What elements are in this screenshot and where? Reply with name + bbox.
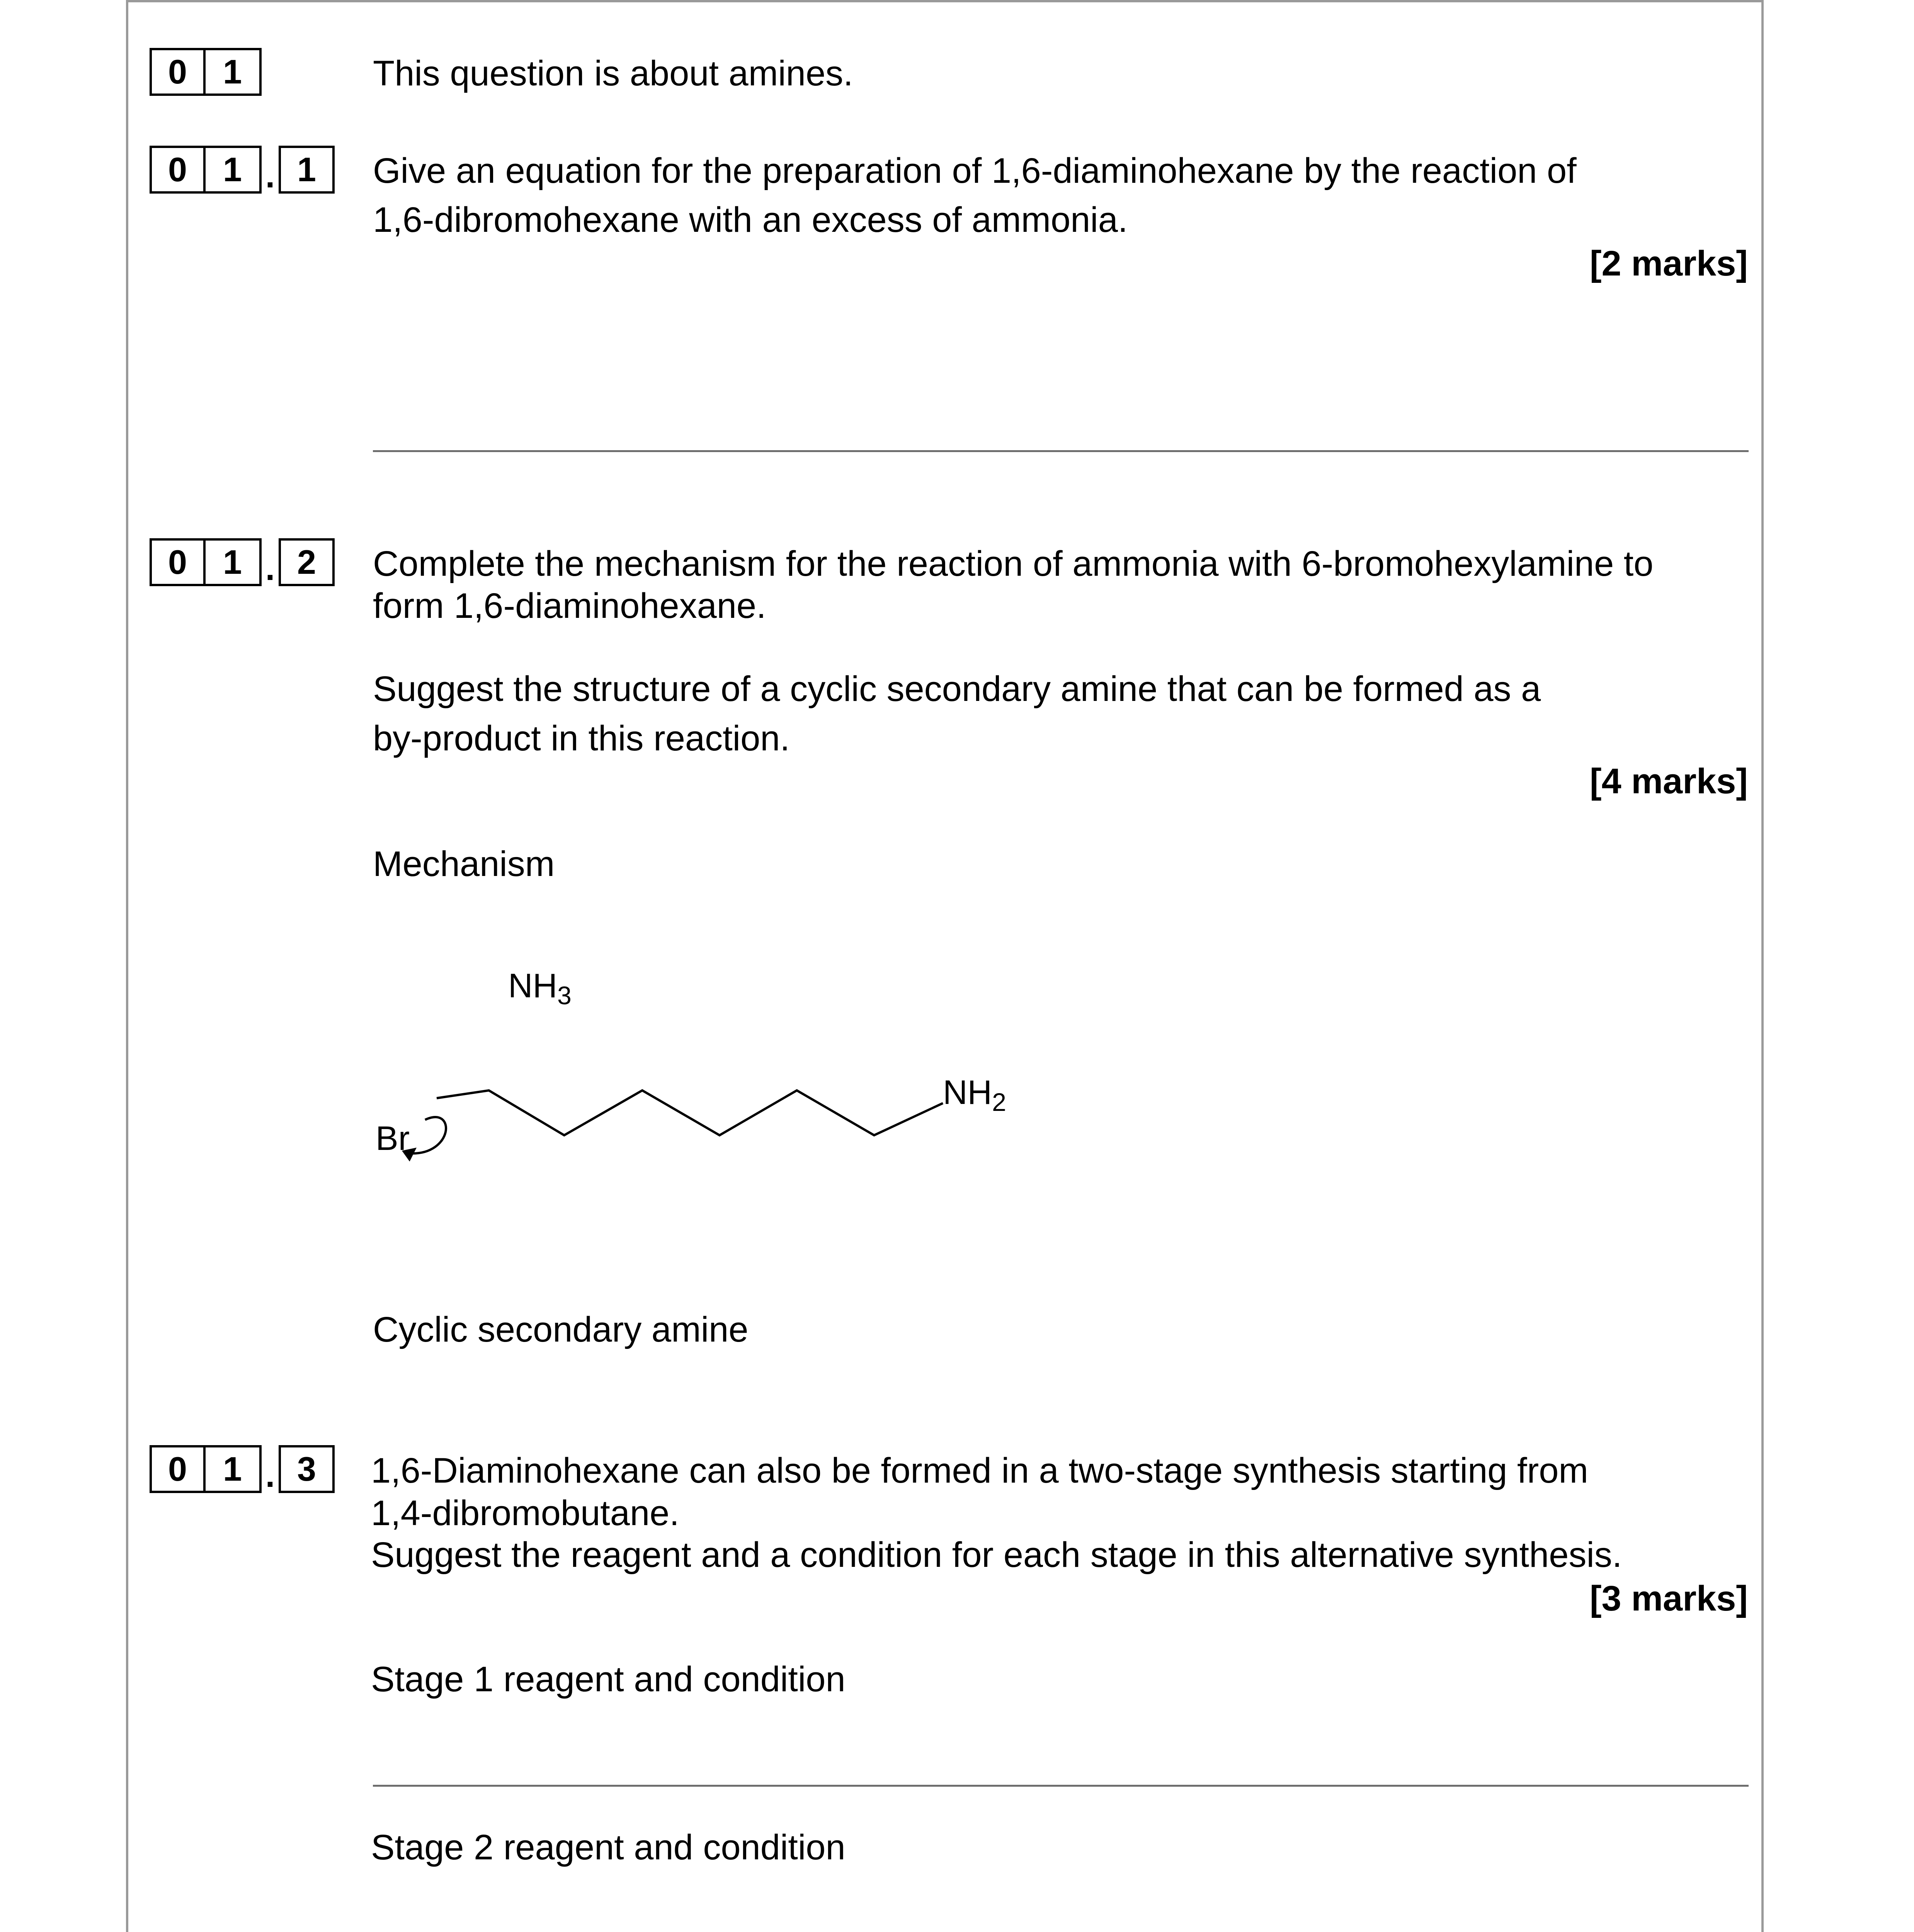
q1-3-line3: Suggest the reagent and a condition for each stage in this alternative synthesis. xyxy=(371,1535,1622,1575)
q1-1-marks: [2 marks] xyxy=(1589,244,1748,283)
question-digit: 1 xyxy=(206,48,262,96)
question-digit: 1 xyxy=(279,146,335,194)
q1-3-marks: [3 marks] xyxy=(1589,1579,1748,1618)
nh3-label: $NH_3$ xyxy=(508,966,572,1010)
br-label: Br xyxy=(376,1119,410,1157)
question-digit: 0 xyxy=(150,146,206,194)
question-digit: 0 xyxy=(150,48,206,96)
q1-3-line1: 1,6-Diaminohexane can also be formed in a two-stage synthesis starting from xyxy=(371,1451,1589,1490)
answer-line[interactable] xyxy=(373,1785,1749,1787)
q1-2-line3: Suggest the structure of a cyclic secondary amine that can be formed as a xyxy=(373,669,1541,709)
q1-1-line1: Give an equation for the preparation of 1,6-diaminohexane by the reaction of xyxy=(373,151,1577,190)
stage2-label: Stage 2 reagent and condition xyxy=(371,1828,846,1867)
question-digit: 2 xyxy=(279,538,335,586)
intro-text: This question is about amines. xyxy=(373,54,853,93)
question-digit: 0 xyxy=(150,538,206,586)
question-digit: 1 xyxy=(206,1445,262,1493)
q1-1-line2: 1,6-dibromohexane with an excess of ammonia. xyxy=(373,200,1128,240)
q1-2-marks: [4 marks] xyxy=(1589,762,1748,801)
carbon-chain xyxy=(437,1090,943,1135)
stage1-label: Stage 1 reagent and condition xyxy=(371,1660,846,1699)
q1-3-line2: 1,4-dibromobutane. xyxy=(371,1493,679,1533)
q1-2-line4: by-product in this reaction. xyxy=(373,719,790,758)
question-digit: 1 xyxy=(206,146,262,194)
question-dot: . xyxy=(265,1456,275,1494)
question-dot: . xyxy=(265,156,275,195)
question-digit: 1 xyxy=(206,538,262,586)
cyclic-amine-label: Cyclic secondary amine xyxy=(373,1310,749,1349)
question-digit: 0 xyxy=(150,1445,206,1493)
q1-2-line1: Complete the mechanism for the reaction of ammonia with 6-bromohexylamine to xyxy=(373,544,1654,583)
nh2-label: $NH_2$ xyxy=(943,1073,1006,1116)
question-dot: . xyxy=(265,549,275,587)
mechanism-label: Mechanism xyxy=(373,844,555,884)
question-number-01-3 xyxy=(150,1445,335,1493)
question-digit: 3 xyxy=(279,1445,335,1493)
q1-2-line2: form 1,6-diaminohexane. xyxy=(373,586,766,626)
